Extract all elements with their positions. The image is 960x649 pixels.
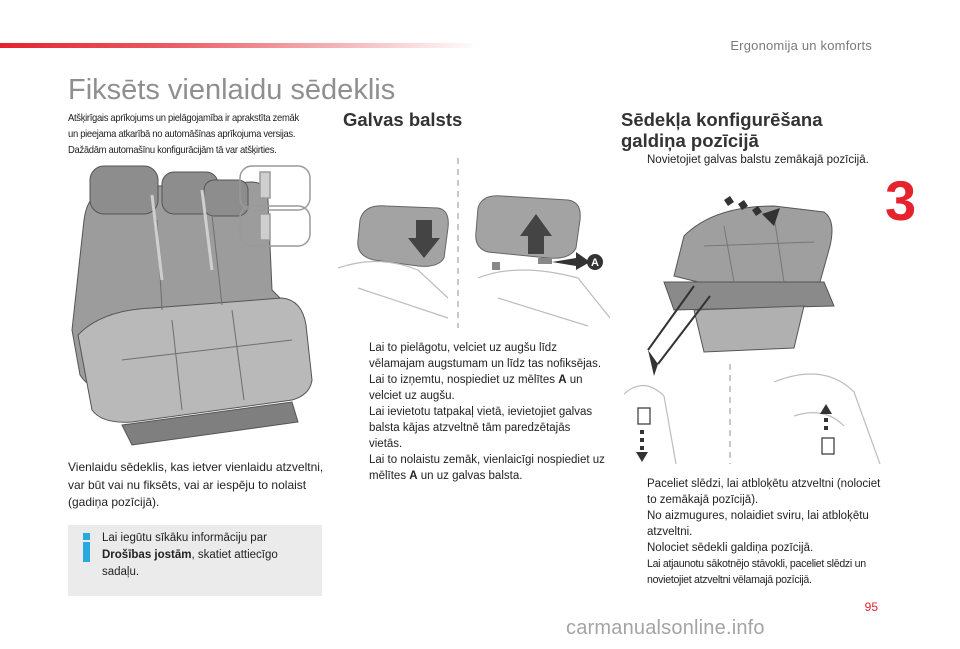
intro-line: un pieejama atkarībā no automāšīnas aprīkojuma versijas.: [68, 128, 296, 140]
tab-a-label: A: [409, 470, 418, 482]
table-config-heading-line: Sēdekļa konfigurēšana: [621, 109, 823, 130]
instruction-text: un uz galvas balsta.: [417, 470, 523, 482]
bench-description: Vienlaidu sēdeklis, kas ietver vienlaidu atzveltni, var būt vai nu fiksēts, vai ar iespēju to nolaist (gadiņa pozīcijā).: [68, 460, 324, 509]
headrest-heading: Galvas balsts: [343, 109, 463, 130]
table-config-heading-line: galdiņa pozīcijā: [621, 130, 759, 151]
instruction-text: Lai to pielāgotu, velciet uz augšu līdz vēlamajam augstumam un līdz tas nofiksējas.: [369, 342, 602, 370]
page-title: Fiksēts vienlaidu sēdeklis: [68, 74, 396, 106]
instruction-text: Novietojiet galvas balstu zemākajā pozīcijā.: [647, 154, 869, 166]
instruction-text: Lai ievietotu tatpakaļ vietā, ievietojiet galvas balsta kājas atzveltnē tām paredzētajās vietās.: [369, 406, 593, 450]
list-item: [343, 372, 605, 404]
intro-note: [68, 110, 329, 158]
info-box: [68, 525, 322, 596]
instruction-text: Nolociet sēdekli galdiņa pozīcijā.: [647, 542, 814, 554]
table-config-heading: [621, 109, 881, 151]
watermark: carmanualsonline.info: [566, 617, 765, 639]
section-title: Ergonomija un komforts: [730, 38, 872, 53]
headrest-illustration: [338, 158, 610, 330]
info-icon: [80, 533, 94, 563]
info-text-part: , skatiet attiecīgo sadaļu.: [102, 549, 278, 578]
instruction-text: Lai to izņemtu, nospiediet uz mēlītes: [369, 374, 559, 386]
switch-down-arrow-icon: [636, 430, 648, 462]
release-lever-icon: [822, 438, 834, 454]
seat-fold-illustration: [624, 186, 884, 464]
intro-line: Dažādām automašīnu konfigurācijām tā var atšķirties.: [68, 144, 277, 156]
tab-a-label: A: [558, 374, 567, 386]
info-text: [102, 530, 316, 581]
list-item: [343, 452, 605, 484]
table-config-first-step: [621, 152, 886, 168]
list-item: [621, 152, 886, 168]
instruction-text: Lai to nolaistu zemāk, vienlaicīgi nospiediet uz mēlītes: [369, 454, 605, 482]
instruction-text: No aizmugures, nolaidiet sviru, lai atbloķētu atzveltni.: [647, 510, 869, 538]
callout-label: A: [591, 257, 599, 269]
table-config-instructions: [621, 476, 886, 588]
seat-belts-reference: Drošības jostām: [102, 549, 192, 561]
list-item: [621, 556, 886, 588]
headrest-instructions: [343, 340, 605, 484]
release-switch-icon: [638, 408, 650, 424]
instruction-text: Lai atjaunotu sākotnējo stāvokli, paceliet slēdzi un novietojiet atzveltni vēlamajā pozīcijā.: [647, 558, 866, 586]
lever-up-arrow-icon: [820, 404, 832, 430]
list-item: [621, 540, 886, 556]
page-number: 95: [864, 600, 878, 614]
chapter-number: 3: [885, 169, 917, 232]
list-item: [343, 340, 605, 372]
instruction-text: un velciet uz augšu.: [369, 374, 583, 402]
header-accent-bar: [0, 43, 480, 48]
info-text-part: Lai iegūtu sīkāku informāciju par: [102, 532, 267, 544]
intro-line: Atšķirīgais aprīkojums un pielāgojamība ir aprakstīta zemāk: [68, 112, 299, 124]
list-item: [343, 404, 605, 452]
bench-seat-illustration: [62, 160, 334, 450]
instruction-text: Paceliet slēdzi, lai atbloķētu atzveltni (nolociet to zemākajā pozīcijā).: [647, 478, 881, 506]
list-item: [621, 476, 886, 508]
list-item: [621, 508, 886, 540]
